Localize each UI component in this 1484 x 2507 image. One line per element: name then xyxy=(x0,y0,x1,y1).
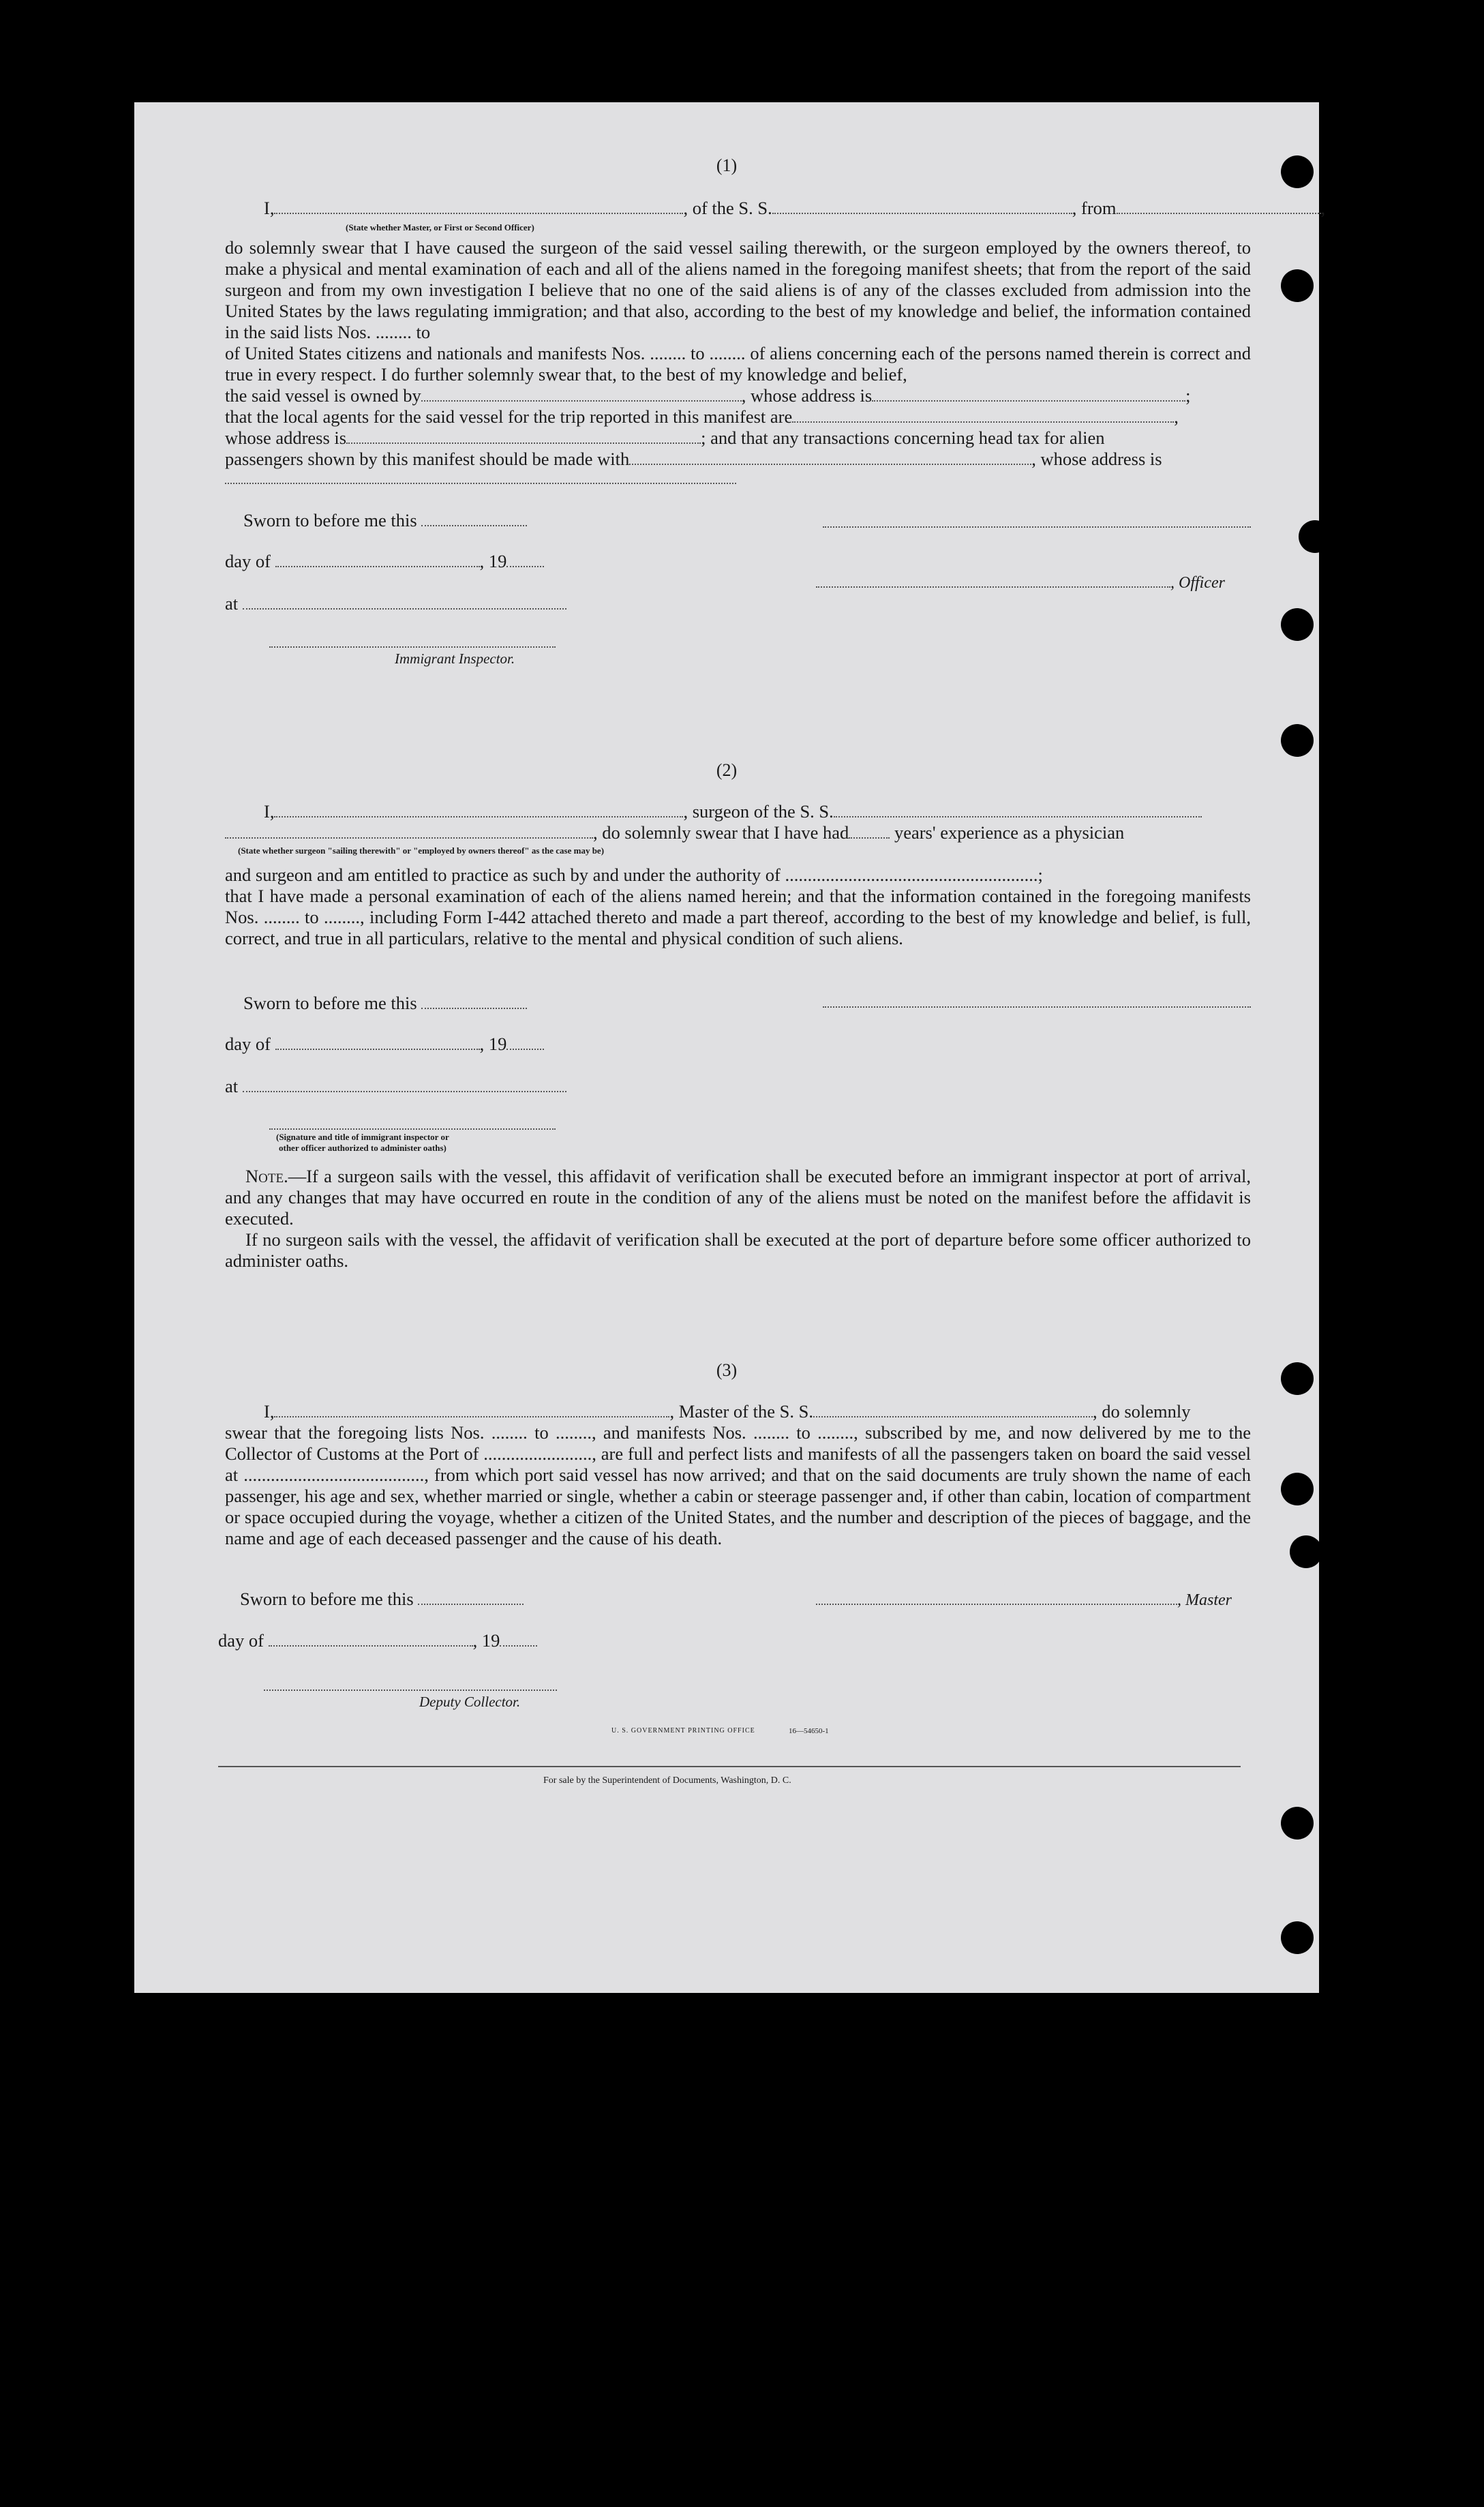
collector-label: Deputy Collector. xyxy=(419,1694,521,1710)
text: , do solemnly xyxy=(1092,1401,1191,1422)
note-paragraph-2: If no surgeon sails with the vessel, the affidavit of verification shall be executed at the port of departure before some officer authorized to administer oaths. xyxy=(225,1229,1251,1271)
footer-rule xyxy=(218,1766,1241,1767)
years-field[interactable] xyxy=(849,824,890,839)
collector-signature-field[interactable] xyxy=(264,1690,557,1691)
section-2-paragraph-2: that I have made a personal examination of each of the aliens named herein; and that the information contained in the foregoing manifests Nos. ........ to ........, including Form I-442 attached thereto and made a part thereof, according to the best of my knowledge and belief, is full, correct, and true in all particulars, relative to the mental and physical condition of such aliens. xyxy=(225,886,1251,948)
section-2-number: (2) xyxy=(716,760,738,780)
section-1-paragraph-1: do solemnly swear that I have caused the surgeon of the said vessel sailing therewith, or the surgeon employed by the owners thereof, to make a physical and mental examination of each and all of the aliens named in the foregoing manifest sheets; that from the report of the said surgeon and from my own investigation I believe that no one of the said aliens is of any of the classes excluded from admission into the United States by the laws regulating immigration; and that also, according to the best of my knowledge and belief, the information contained in the said lists Nos. ........ to xyxy=(225,237,1251,342)
officer-line xyxy=(816,571,1225,592)
section-1-line-1 xyxy=(264,198,1325,219)
text: , whose address is xyxy=(741,385,873,406)
head-tax-line xyxy=(225,449,1162,470)
text: , surgeon of the S. S. xyxy=(683,801,834,822)
master-signature-field[interactable] xyxy=(816,1590,1177,1605)
punch-hole xyxy=(1299,520,1331,553)
inspector-label: Immigrant Inspector. xyxy=(395,650,515,667)
at-line-2 xyxy=(225,1076,566,1097)
text: at xyxy=(225,1076,239,1096)
day-of-line-2 xyxy=(225,1034,544,1055)
officer-label: , Officer xyxy=(1170,574,1225,592)
note-label: Note. xyxy=(245,1166,288,1186)
punch-hole xyxy=(1281,724,1314,757)
place-field-2[interactable] xyxy=(243,1077,566,1092)
punch-hole xyxy=(1290,1535,1322,1568)
text: , 19 xyxy=(479,1034,507,1054)
text: whose address is xyxy=(225,427,347,448)
sworn-day-field-3[interactable] xyxy=(418,1590,524,1605)
text: , 19 xyxy=(479,551,507,571)
master-line xyxy=(816,1589,1232,1610)
day-of-line-3 xyxy=(218,1630,537,1651)
text: Sworn to before me this xyxy=(243,993,417,1013)
text: ; and that any transactions concerning head tax for alien xyxy=(701,427,1105,448)
section-3-line-1 xyxy=(264,1401,1191,1422)
sworn-line-3 xyxy=(240,1589,524,1610)
officer-name-field[interactable] xyxy=(816,573,1170,588)
agents-address-field[interactable] xyxy=(346,429,701,444)
text: day of xyxy=(225,551,271,571)
signature-caption-2: other officer authorized to administer oaths) xyxy=(279,1143,446,1153)
section-2-paragraph-1: and surgeon and am entitled to practice as such by and under the authority of ........................................................; xyxy=(225,865,1043,885)
manifest-page xyxy=(134,102,1326,1993)
gpo-imprint: U. S. GOVERNMENT PRINTING OFFICE xyxy=(611,1727,755,1735)
punch-hole xyxy=(1281,1921,1314,1954)
master-name-field[interactable] xyxy=(274,1402,669,1417)
section-2-line-2 xyxy=(225,822,1124,843)
head-tax-address-field[interactable] xyxy=(225,483,736,484)
text: the said vessel is owned by xyxy=(225,385,421,406)
signature-caption-1: (Signature and title of immigrant inspector or xyxy=(276,1132,449,1142)
punch-hole xyxy=(1281,1362,1314,1395)
text: Sworn to before me this xyxy=(243,510,417,530)
sworn-day-field[interactable] xyxy=(421,511,527,526)
text: , xyxy=(1174,406,1179,427)
sworn-line-1 xyxy=(243,510,527,531)
master-vessel-field[interactable] xyxy=(813,1402,1093,1417)
sworn-day-field-2[interactable] xyxy=(421,994,527,1009)
text: , whose address is xyxy=(1031,449,1162,469)
at-line-1 xyxy=(225,593,566,614)
surgeon-vessel-field[interactable] xyxy=(834,802,1202,817)
officer-rank-field[interactable] xyxy=(274,199,683,214)
text: Sworn to before me this xyxy=(240,1589,414,1609)
section-1-paragraph-2: of United States citizens and nationals and manifests Nos. ........ to ........ of aliens concerning each of the persons named therein is correct and true in every respect. I do further solemnly swear that, to the best of my knowledge and belief, xyxy=(225,343,1251,385)
surgeon-status-field[interactable] xyxy=(225,824,593,839)
punch-hole xyxy=(1281,269,1314,302)
text: , from xyxy=(1072,198,1117,218)
text: I, xyxy=(264,198,275,218)
text: ; xyxy=(1185,385,1191,406)
year-field-3[interactable] xyxy=(500,1632,537,1647)
section-3-number: (3) xyxy=(716,1360,738,1380)
agents-field[interactable] xyxy=(792,408,1174,423)
surgeon-status-caption: (State whether surgeon "sailing therewith" or "employed by owners thereof" as the case may be) xyxy=(238,845,605,856)
agents-address-line xyxy=(225,427,1104,449)
vessel-name-field[interactable] xyxy=(772,199,1072,214)
vessel-owner-line xyxy=(225,385,1191,406)
officer-signature-field[interactable] xyxy=(823,526,1251,528)
text: , Master of the S. S. xyxy=(669,1401,813,1422)
text: that the local agents for the said vessel for the trip reported in this manifest are xyxy=(225,406,793,427)
month-field[interactable] xyxy=(275,552,480,567)
text: day of xyxy=(218,1630,264,1651)
text: at xyxy=(225,593,239,614)
day-of-line-1 xyxy=(225,551,544,572)
text: , 19 xyxy=(472,1630,500,1651)
place-field[interactable] xyxy=(243,595,566,610)
sale-notice: For sale by the Superintendent of Documents, Washington, D. C. xyxy=(543,1775,791,1786)
year-field[interactable] xyxy=(506,552,544,567)
text: I, xyxy=(264,801,275,822)
punch-hole xyxy=(1281,1807,1314,1840)
head-tax-field[interactable] xyxy=(629,450,1031,465)
year-field-2[interactable] xyxy=(506,1035,544,1050)
local-agents-line xyxy=(225,406,1179,427)
month-field-3[interactable] xyxy=(269,1632,473,1647)
text: , do solemnly swear that I have had xyxy=(593,822,849,843)
departure-port-field[interactable] xyxy=(1117,199,1321,214)
month-field-2[interactable] xyxy=(275,1035,480,1050)
punch-hole xyxy=(1281,1473,1314,1505)
text: passengers shown by this manifest should be made with xyxy=(225,449,630,469)
owner-field[interactable] xyxy=(421,387,742,402)
surgeon-signature-field[interactable] xyxy=(823,1006,1251,1008)
text: day of xyxy=(225,1034,271,1054)
section-1-number: (1) xyxy=(716,155,738,175)
inspector-signature-field[interactable] xyxy=(269,646,556,648)
note-text: —If a surgeon sails with the vessel, this affidavit of verification shall be executed before an immigrant inspector at port of arrival, and any changes that may have occurred en route in the condition of any of the aliens must be noted on the manifest before the affidavit is executed. xyxy=(225,1166,1251,1229)
section-2-line-1 xyxy=(264,801,1202,822)
text: years' experience as a physician xyxy=(894,822,1125,843)
text: , xyxy=(1320,198,1326,218)
form-code: 16—54650-1 xyxy=(789,1727,829,1735)
surgeon-name-field[interactable] xyxy=(274,802,683,817)
owner-address-field[interactable] xyxy=(872,387,1185,402)
sworn-line-2 xyxy=(243,993,527,1014)
text: , of the S. S. xyxy=(683,198,772,218)
text: I, xyxy=(264,1401,275,1422)
officer-rank-caption: (State whether Master, or First or Second Officer) xyxy=(346,222,534,232)
punch-hole xyxy=(1281,155,1314,188)
punch-hole xyxy=(1281,608,1314,641)
section-3-paragraph: swear that the foregoing lists Nos. ........ to ........, and manifests Nos. ........ to ........, subscribed by me, and now delivered by me to the Collector of Customs at the Port of ........................, are full and perfect lists and manifests of all the passengers taken on board the said vessel at ........................................, from which port said vessel has now arrived; and that on the said documents are truly shown the name of each passenger, his age and sex, whether married or single, whether a cabin or steerage passenger and, if other than cabin, location of compartment or space occupied during the voyage, whether a citizen of the United States, and the number and description of the pieces of baggage, and the name and age of each deceased passenger and the cause of his death. xyxy=(225,1422,1251,1548)
note-paragraph xyxy=(225,1166,1251,1229)
officer-signature-field-2[interactable] xyxy=(269,1128,556,1130)
master-label: , Master xyxy=(1177,1591,1232,1609)
